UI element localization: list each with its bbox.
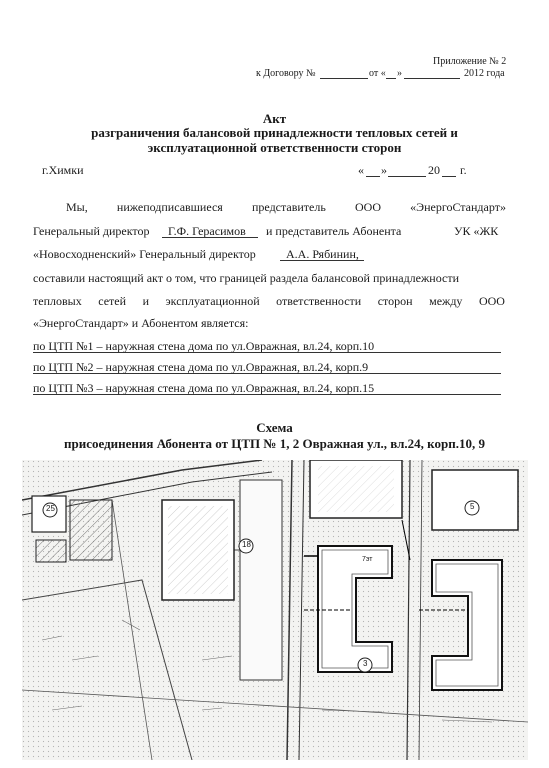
body-word: тепловых (33, 294, 82, 308)
site-plan-drawing (22, 460, 528, 760)
body-word: и (142, 294, 149, 308)
body-word: сетей (98, 294, 127, 308)
body-word: ответственности (276, 294, 362, 308)
body-line-5 (33, 294, 505, 309)
body-word: представитель (251, 200, 326, 214)
map-label-18: 18 (242, 540, 251, 549)
contract-prefix: к Договору № (256, 68, 316, 79)
city-label: г.Химки (42, 163, 84, 177)
boundary-1-underline (33, 352, 501, 353)
body-word: между (429, 294, 463, 308)
act-title: Акт (262, 111, 287, 126)
act-subtitle-1: разграничения балансовой принадлежности тепловых сетей и (91, 125, 458, 140)
date-day-line (366, 176, 380, 177)
body-word: сторон (377, 294, 413, 308)
body-word: Мы, (66, 200, 88, 214)
map-label-3: 3 (363, 659, 368, 668)
site-plan-map (22, 460, 528, 760)
director-1-name: Г.Ф. Герасимов (168, 224, 246, 238)
body-line-2a: Генеральный директор (33, 224, 150, 238)
boundary-3-underline (33, 394, 501, 395)
contract-q-close: » (397, 68, 402, 79)
contract-month-line (404, 78, 460, 79)
date-close-quote: » (381, 163, 387, 177)
date-year-line (442, 176, 456, 177)
map-label-5: 5 (470, 502, 475, 511)
body-word: ООО (478, 294, 505, 308)
date-year-prefix: 20 (428, 163, 440, 177)
body-word: эксплуатационной (165, 294, 260, 308)
body-word: ООО (355, 200, 381, 214)
body-line-2b: и представитель Абонента (266, 224, 402, 238)
boundary-ctp-1: по ЦТП №1 – наружная стена дома по ул.Овражная, вл.24, корп.10 (33, 339, 375, 353)
appendix-label: Приложение № 2 (433, 56, 507, 67)
act-subtitle-2: эксплуатационной ответственности сторон (147, 140, 402, 155)
body-word: «ЭнергоСтандарт» (410, 200, 506, 214)
map-label-25: 25 (46, 504, 55, 513)
boundary-2-underline (33, 373, 501, 374)
body-word: нижеподписавшиеся (116, 200, 223, 214)
contract-number-line (320, 78, 368, 79)
contract-day-line (386, 78, 396, 79)
date-year-suffix: г. (460, 163, 467, 177)
director-2-underline (280, 260, 364, 261)
date-month-line (388, 176, 426, 177)
body-line-3a: «Новосходненский» Генеральный директор (33, 247, 256, 261)
contract-from: от « (369, 68, 386, 79)
director-1-underline (162, 237, 258, 238)
body-line-1 (66, 200, 506, 215)
body-line-6: «ЭнергоСтандарт» и Абонентом является: (33, 316, 249, 330)
scheme-subtitle: присоединения Абонента от ЦТП № 1, 2 Овражная ул., вл.24, корп.10, 9 (64, 436, 485, 451)
body-line-2c: УК «ЖК (454, 224, 499, 238)
map-label-7: 7эт (362, 556, 373, 563)
boundary-ctp-2: по ЦТП №2 – наружная стена дома по ул.Овражная, вл.24, корп.9 (33, 360, 369, 374)
boundary-ctp-3: по ЦТП №3 – наружная стена дома по ул.Овражная, вл.24, корп.15 (33, 381, 375, 395)
director-2-name: А.А. Рябинин, (286, 247, 359, 261)
date-open-quote: « (358, 163, 364, 177)
body-line-4: составили настоящий акт о том, что границей раздела балансовой принадлежности (33, 271, 459, 285)
scheme-title: Схема (256, 420, 293, 435)
contract-year: 2012 года (464, 68, 505, 79)
